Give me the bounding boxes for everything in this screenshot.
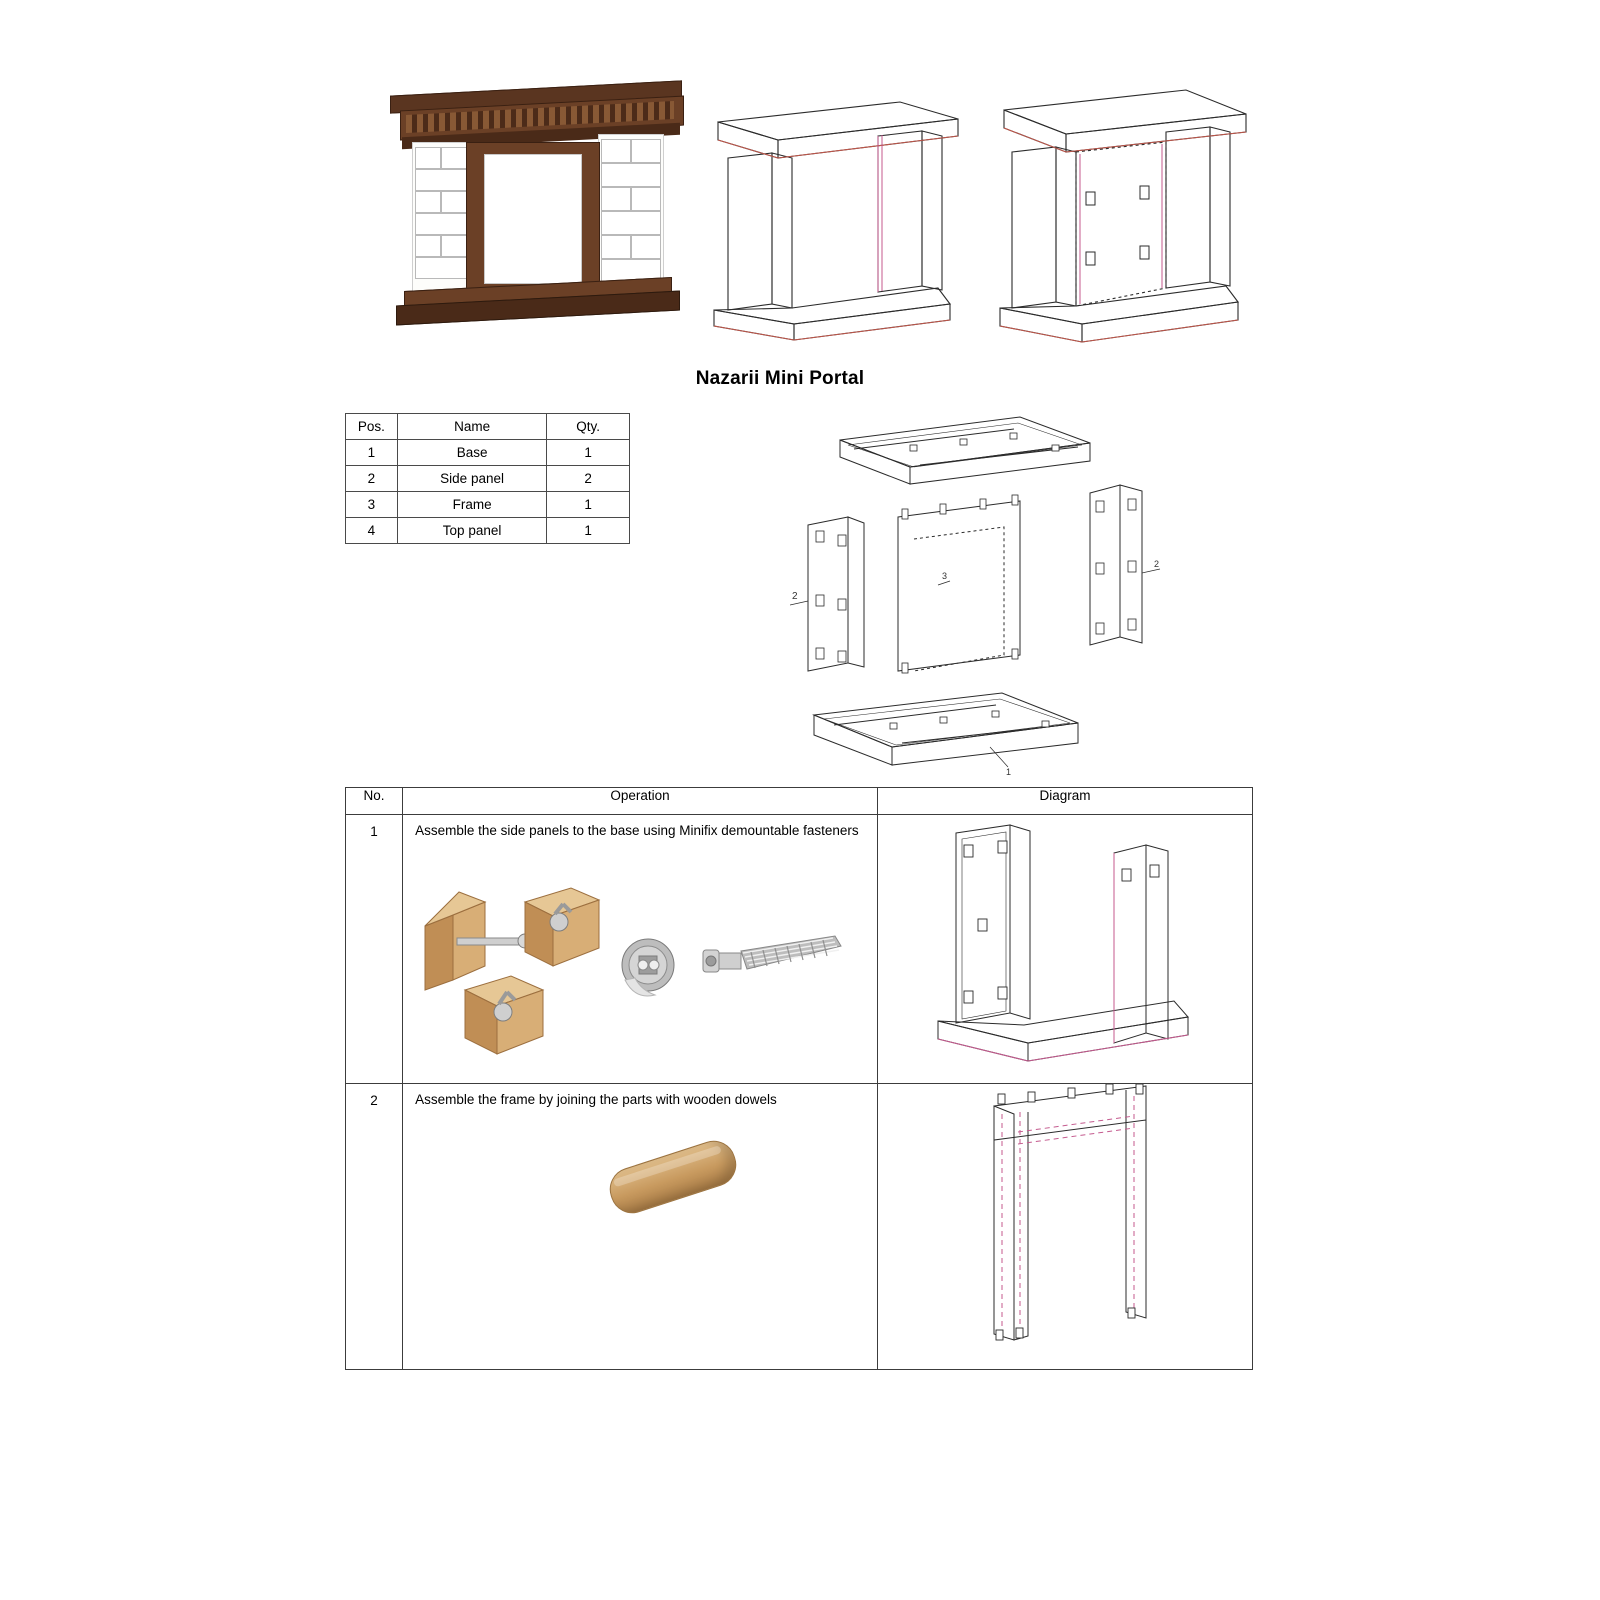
exploded-label-base: 1: [1006, 767, 1012, 777]
part-qty: 1: [547, 518, 630, 544]
part-qty: 1: [547, 492, 630, 518]
part-name: Frame: [397, 492, 546, 518]
page-title: Nazarii Mini Portal: [695, 368, 865, 389]
portal-wireframe-front: [700, 74, 970, 344]
step-number: 2: [346, 1084, 403, 1370]
exploded-label-left-panel: 2: [792, 591, 798, 602]
step2-diagram: [878, 1084, 1252, 1369]
wooden-dowel-illustration: [403, 1109, 877, 1354]
part-qty: 2: [547, 466, 630, 492]
product-photo: [390, 70, 690, 330]
parts-table-header-row: [346, 414, 630, 440]
minifix-hardware-illustration: [403, 840, 877, 1075]
portal-wireframe-rear: [990, 74, 1260, 344]
exploded-label-frame: 3: [942, 571, 948, 581]
part-pos: 3: [346, 492, 398, 518]
product-images: [380, 60, 1300, 370]
operations-table: [345, 787, 1253, 1370]
ops-header-no: No.: [346, 788, 403, 815]
step-number: 1: [346, 815, 403, 1084]
part-pos: 2: [346, 466, 398, 492]
step-diagram-cell: [878, 1084, 1253, 1370]
parts-table: [345, 413, 630, 544]
part-pos: 1: [346, 440, 398, 466]
parts-header-name: Name: [397, 414, 546, 440]
minifix-bolt-icon: [703, 936, 841, 972]
table-row: [346, 1084, 1253, 1370]
step-operation-cell: [403, 1084, 878, 1370]
step-operation-text: Assemble the frame by joining the parts with wooden dowels: [415, 1092, 777, 1107]
ops-header-diagram: Diagram: [878, 788, 1253, 815]
step-diagram-cell: [878, 815, 1253, 1084]
table-row: [346, 815, 1253, 1084]
part-name: Base: [397, 440, 546, 466]
part-pos: 4: [346, 518, 398, 544]
parts-header-qty: Qty.: [547, 414, 630, 440]
table-row: [346, 492, 630, 518]
exploded-label-right-panel: 2: [1154, 559, 1160, 569]
step-operation-text: Assemble the side panels to the base using Minifix demountable fasteners: [415, 823, 859, 838]
step1-diagram: [878, 815, 1252, 1083]
dowel-icon: [604, 1135, 742, 1219]
parts-header-pos: Pos.: [346, 414, 398, 440]
part-qty: 1: [547, 440, 630, 466]
minifix-cam-icon: [622, 939, 674, 996]
part-name: Side panel: [397, 466, 546, 492]
exploded-assembly-diagram: [790, 405, 1270, 785]
step-operation-cell: [403, 815, 878, 1084]
table-row: [346, 518, 630, 544]
ops-header-operation: Operation: [403, 788, 878, 815]
table-row: [346, 440, 630, 466]
table-row: [346, 466, 630, 492]
part-name: Top panel: [397, 518, 546, 544]
operations-header-row: [346, 788, 1253, 815]
